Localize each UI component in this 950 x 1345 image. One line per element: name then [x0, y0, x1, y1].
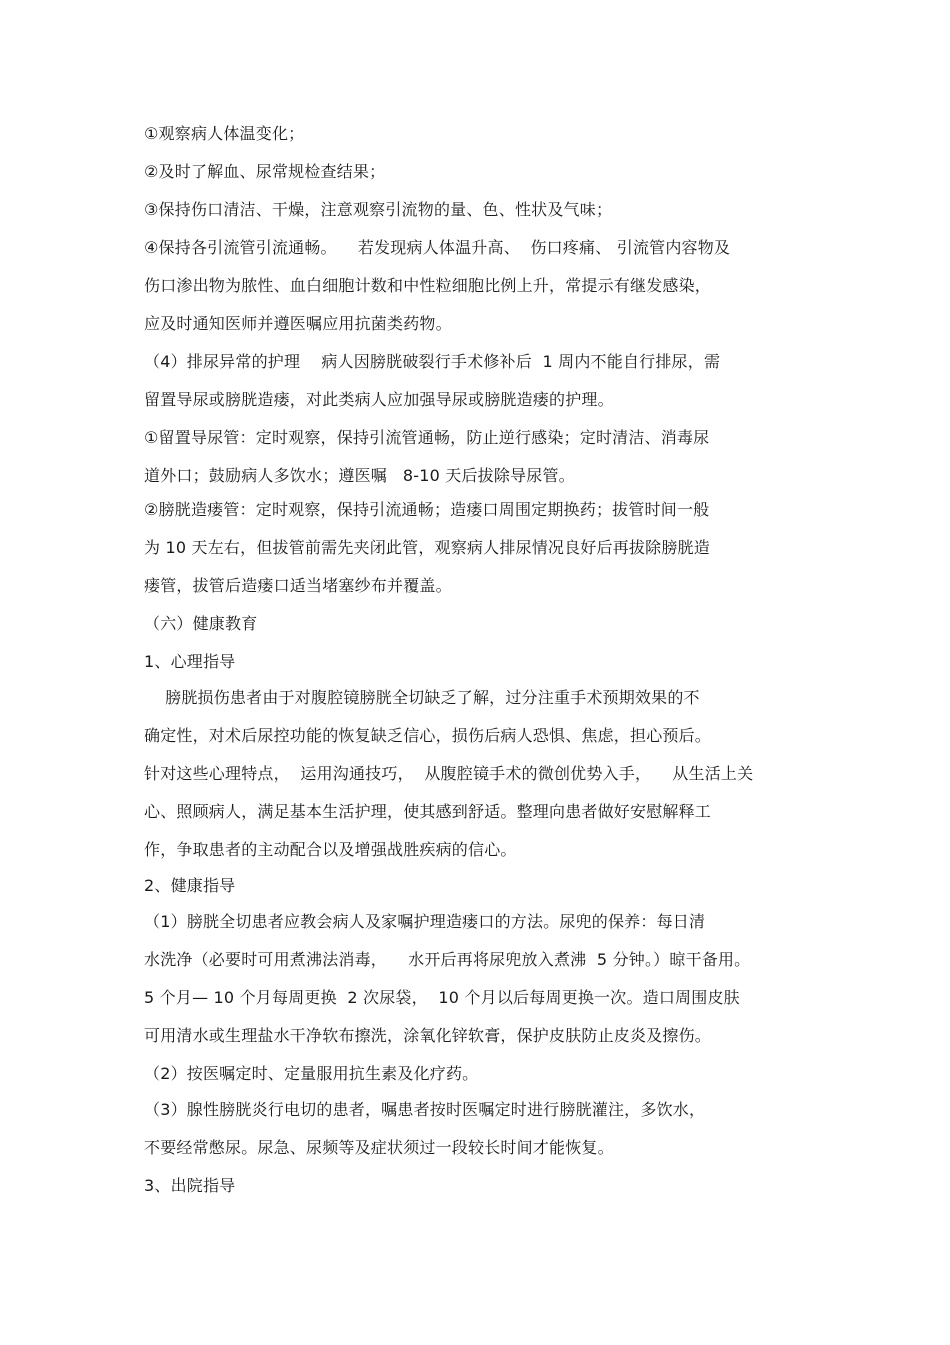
- text-line: 道外口；鼓励病人多饮水；遵医嘱 8-10 天后拔除导尿管。: [144, 466, 575, 485]
- text-line: 伤口渗出物为脓性、血白细胞计数和中性粒细胞比例上升，常提示有继发感染，: [144, 276, 712, 295]
- text-line: 可用清水或生理盐水干净软布擦洗，涂氧化锌软膏，保护皮肤防止皮炎及擦伤。: [144, 1026, 712, 1045]
- text-line: 留置导尿或膀胱造瘘，对此类病人应加强导尿或膀胱造瘘的护理。: [144, 390, 614, 409]
- subsection-heading: 2、健康指导: [144, 876, 236, 895]
- text-line: 应及时通知医师并遵医嘱应用抗菌类药物。: [144, 314, 452, 333]
- text-line: 作，争取患者的主动配合以及增强战胜疾病的信心。: [144, 840, 517, 859]
- text-line: 针对这些心理特点， 运用沟通技巧， 从腹腔镜手术的微创优势入手， 从生活上关: [144, 764, 754, 783]
- text-line: 膀胱损伤患者由于对腹腔镜膀胱全切缺乏了解，过分注重手术预期效果的不: [144, 688, 700, 707]
- subsection-heading: 3、出院指导: [144, 1176, 236, 1195]
- text-line: 为 10 天左右，但拔管前需先夹闭此管，观察病人排尿情况良好后再拔除膀胱造: [144, 538, 710, 557]
- text-line: ④保持各引流管引流通畅。 若发现病人体温升高、 伤口疼痛、 引流管内容物及: [144, 238, 731, 257]
- text-line: （1）膀胱全切患者应教会病人及家嘱护理造瘘口的方法。尿兜的保养：每日清: [144, 912, 706, 931]
- subsection-heading: 1、心理指导: [144, 652, 236, 671]
- text-line: 瘘管，拔管后造瘘口适当堵塞纱布并覆盖。: [144, 576, 452, 595]
- text-line: ②膀胱造瘘管：定时观察，保持引流通畅；造瘘口周围定期换药；拔管时间一般: [144, 500, 710, 519]
- text-line: 5 个月— 10 个月每周更换 2 次尿袋， 10 个月以后每周更换一次。造口周围皮肤: [144, 988, 740, 1007]
- text-line: （2）按医嘱定时、定量服用抗生素及化疗药。: [144, 1064, 479, 1083]
- section-heading: （六）健康教育: [144, 614, 258, 633]
- text-line: ①留置导尿管：定时观察，保持引流管通畅，防止逆行感染；定时清洁、消毒尿: [144, 428, 710, 447]
- text-line: ②及时了解血、尿常规检查结果；: [144, 162, 386, 181]
- text-line: 确定性，对术后尿控功能的恢复缺乏信心，损伤后病人恐惧、焦虑，担心预后。: [144, 726, 712, 745]
- text-line: 心、照顾病人，满足基本生活护理，使其感到舒适。整理向患者做好安慰解释工: [144, 802, 712, 821]
- text-line: （3）腺性膀胱炎行电切的患者，嘱患者按时医嘱定时进行膀胱灌注，多饮水，: [144, 1100, 706, 1119]
- text-line: 不要经常憋尿。尿急、尿频等及症状须过一段较长时间才能恢复。: [144, 1138, 614, 1157]
- text-line: ③保持伤口清洁、干燥，注意观察引流物的量、色、性状及气味；: [144, 200, 613, 219]
- section-heading: （4）排尿异常的护理 病人因膀胱破裂行手术修补后 1 周内不能自行排尿，需: [144, 352, 721, 371]
- text-line: 水洗净（必要时可用煮沸法消毒， 水开后再将尿兜放入煮沸 5 分钟。）晾干备用。: [144, 950, 751, 969]
- text-line: ①观察病人体温变化；: [144, 124, 305, 143]
